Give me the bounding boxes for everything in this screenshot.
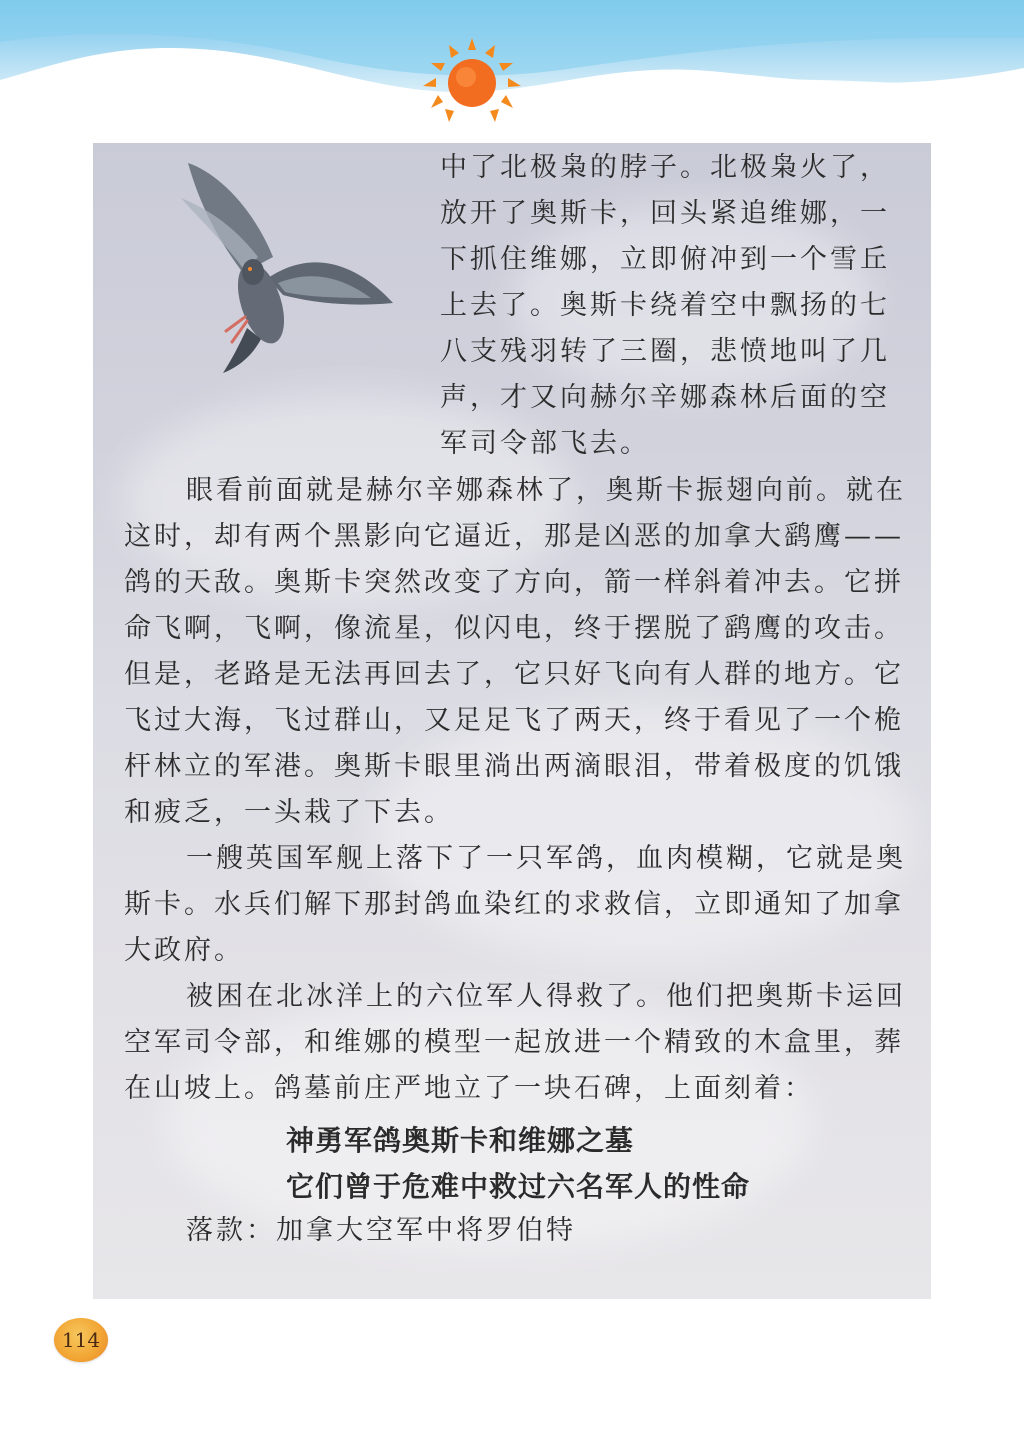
pigeon-illustration xyxy=(133,153,393,383)
story-main-text xyxy=(124,468,906,1112)
story-line: 杆林立的军港。奥斯卡眼里淌出两滴眼泪，带着极度的饥饿 xyxy=(124,751,904,782)
story-line: 鸽的天敌。奥斯卡突然改变了方向，箭一样斜着冲去。它拼 xyxy=(124,567,904,598)
inscription-line: 神勇军鸽奥斯卡和维娜之墓 xyxy=(286,1124,635,1157)
story-line: 斯卡。水兵们解下那封鸽血染红的求救信，立即通知了加拿 xyxy=(124,889,904,920)
story-line: 眼看前面就是赫尔辛娜森林了，奥斯卡振翅向前。就在 xyxy=(186,475,906,506)
story-line: 这时，却有两个黑影向它逼近，那是凶恶的加拿大鹞鹰—— xyxy=(124,521,904,552)
story-line: 声，才又向赫尔辛娜森林后面的空 xyxy=(440,382,890,413)
story-line: 在山坡上。鸽墓前庄严地立了一块石碑，上面刻着： xyxy=(124,1073,814,1104)
story-line: 命飞啊，飞啊，像流星，似闪电，终于摆脱了鹞鹰的攻击。 xyxy=(124,613,904,644)
page-number: 114 xyxy=(54,1318,108,1362)
story-line: 上去了。奥斯卡绕着空中飘扬的七 xyxy=(440,290,890,321)
story-line: 但是，老路是无法再回去了，它只好飞向有人群的地方。它 xyxy=(124,659,904,690)
story-top-text xyxy=(440,145,890,467)
sun-icon xyxy=(422,38,522,124)
story-line: 下抓住维娜，立即俯冲到一个雪丘 xyxy=(440,244,890,275)
tombstone-inscription xyxy=(286,1118,750,1210)
story-line: 飞过大海，飞过群山，又足足飞了两天，终于看见了一个桅 xyxy=(124,705,904,736)
story-line: 一艘英国军舰上落下了一只军鸽，血肉模糊，它就是奥 xyxy=(186,843,906,874)
story-line: 和疲乏，一头栽了下去。 xyxy=(124,797,454,828)
story-line: 放开了奥斯卡，回头紧追维娜，一 xyxy=(440,198,890,229)
inscription-line: 它们曾于危难中救过六名军人的性命 xyxy=(286,1170,751,1203)
story-line: 被困在北冰洋上的六位军人得救了。他们把奥斯卡运回 xyxy=(186,981,906,1012)
story-line: 八支残羽转了三圈，悲愤地叫了几 xyxy=(440,336,890,367)
signature-line: 落款：加拿大空军中将罗伯特 xyxy=(186,1215,576,1246)
story-panel xyxy=(93,143,931,1299)
story-line: 军司令部飞去。 xyxy=(440,428,650,459)
story-line: 中了北极枭的脖子。北极枭火了， xyxy=(440,152,890,183)
story-line: 大政府。 xyxy=(124,935,244,966)
story-line: 空军司令部，和维娜的模型一起放进一个精致的木盒里，葬 xyxy=(124,1027,904,1058)
